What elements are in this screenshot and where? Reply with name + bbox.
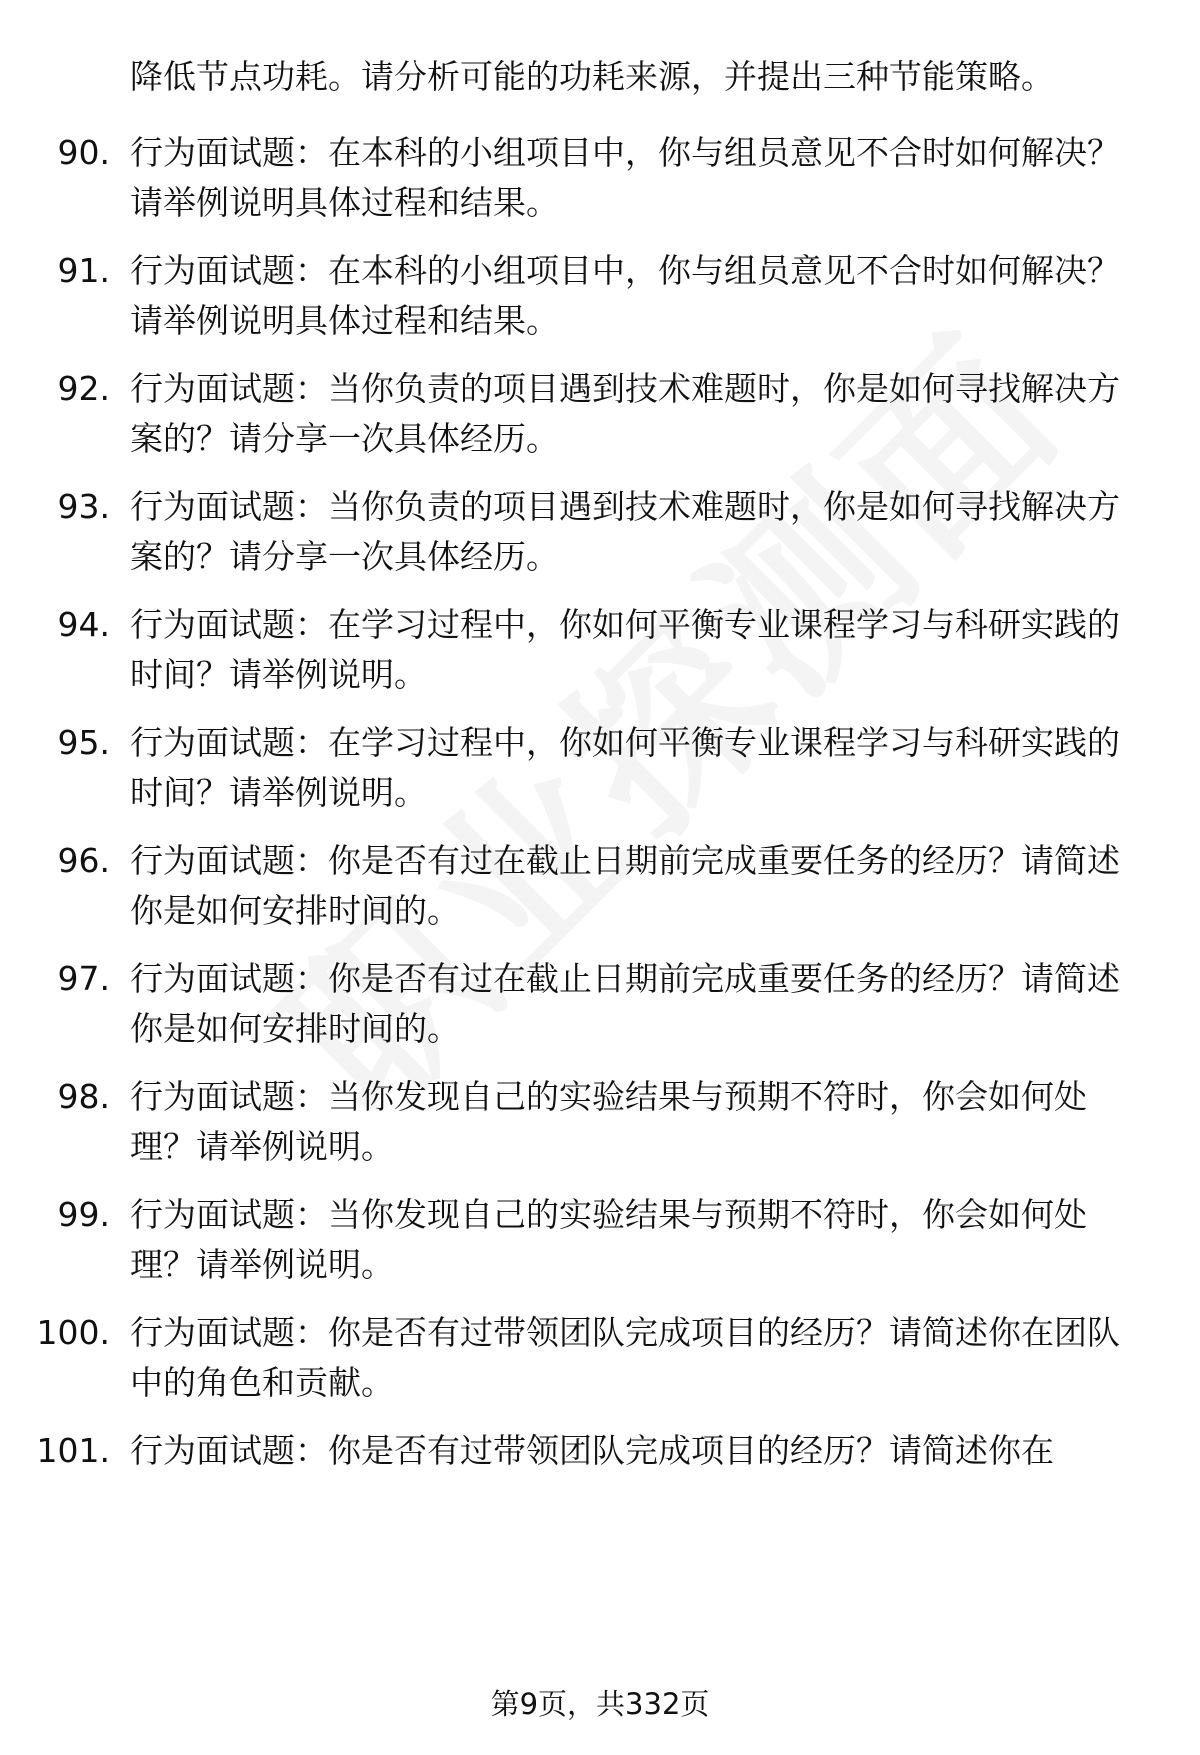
question-number: 101. [36,1431,110,1470]
question-text: 行为面试题：在学习过程中，你如何平衡专业课程学习与科研实践的时间？请举例说明。 [130,605,1120,694]
question-text: 行为面试题：你是否有过在截止日期前完成重要任务的经历？请简述你是如何安排时间的。 [130,959,1120,1048]
question-text: 行为面试题：在学习过程中，你如何平衡专业课程学习与科研实践的时间？请举例说明。 [130,723,1120,812]
question-item-96 [0,836,1200,946]
question-item-101 [0,1426,1200,1536]
question-item-93 [0,482,1200,592]
question-item-97 [0,954,1200,1064]
question-text: 行为面试题：你是否有过带领团队完成项目的经历？请简述你在团队中的角色和贡献。 [130,1313,1120,1402]
question-number: 93. [57,487,110,526]
question-text: 行为面试题：当你负责的项目遇到技术难题时，你是如何寻找解决方案的？请分享一次具体经历。 [130,487,1120,576]
question-item-99 [0,1190,1200,1300]
question-item-98 [0,1072,1200,1182]
question-number: 100. [36,1313,110,1352]
question-item-90 [0,128,1200,238]
question-text: 行为面试题：在本科的小组项目中，你与组员意见不合时如何解决？请举例说明具体过程和结果。 [130,251,1120,340]
question-item-92 [0,364,1200,474]
question-item-95 [0,718,1200,828]
question-number: 99. [57,1195,110,1234]
question-text: 行为面试题：你是否有过在截止日期前完成重要任务的经历？请简述你是如何安排时间的。 [130,841,1120,930]
question-number: 91. [57,251,110,290]
question-item-91 [0,246,1200,356]
question-number: 98. [57,1077,110,1116]
question-text: 行为面试题：当你发现自己的实验结果与预期不符时，你会如何处理？请举例说明。 [130,1077,1087,1166]
question-number: 92. [57,369,110,408]
question-number: 97. [57,959,110,998]
question-number: 95. [57,723,110,762]
question-text: 行为面试题：当你发现自己的实验结果与预期不符时，你会如何处理？请举例说明。 [130,1195,1087,1284]
question-text: 行为面试题：当你负责的项目遇到技术难题时，你是如何寻找解决方案的？请分享一次具体经历。 [130,369,1120,458]
question-number: 96. [57,841,110,880]
question-number: 94. [57,605,110,644]
continued-question-text: 降低节点功耗。请分析可能的功耗来源，并提出三种节能策略。 [130,57,1054,96]
question-number: 90. [57,133,110,172]
question-item-100 [0,1308,1200,1418]
question-text: 行为面试题：你是否有过带领团队完成项目的经历？请简述你在 [130,1431,1054,1470]
page-footer: 第9页，共332页 [490,1687,710,1721]
question-item-94 [0,600,1200,710]
question-text: 行为面试题：在本科的小组项目中，你与组员意见不合时如何解决？请举例说明具体过程和结果。 [130,133,1120,222]
